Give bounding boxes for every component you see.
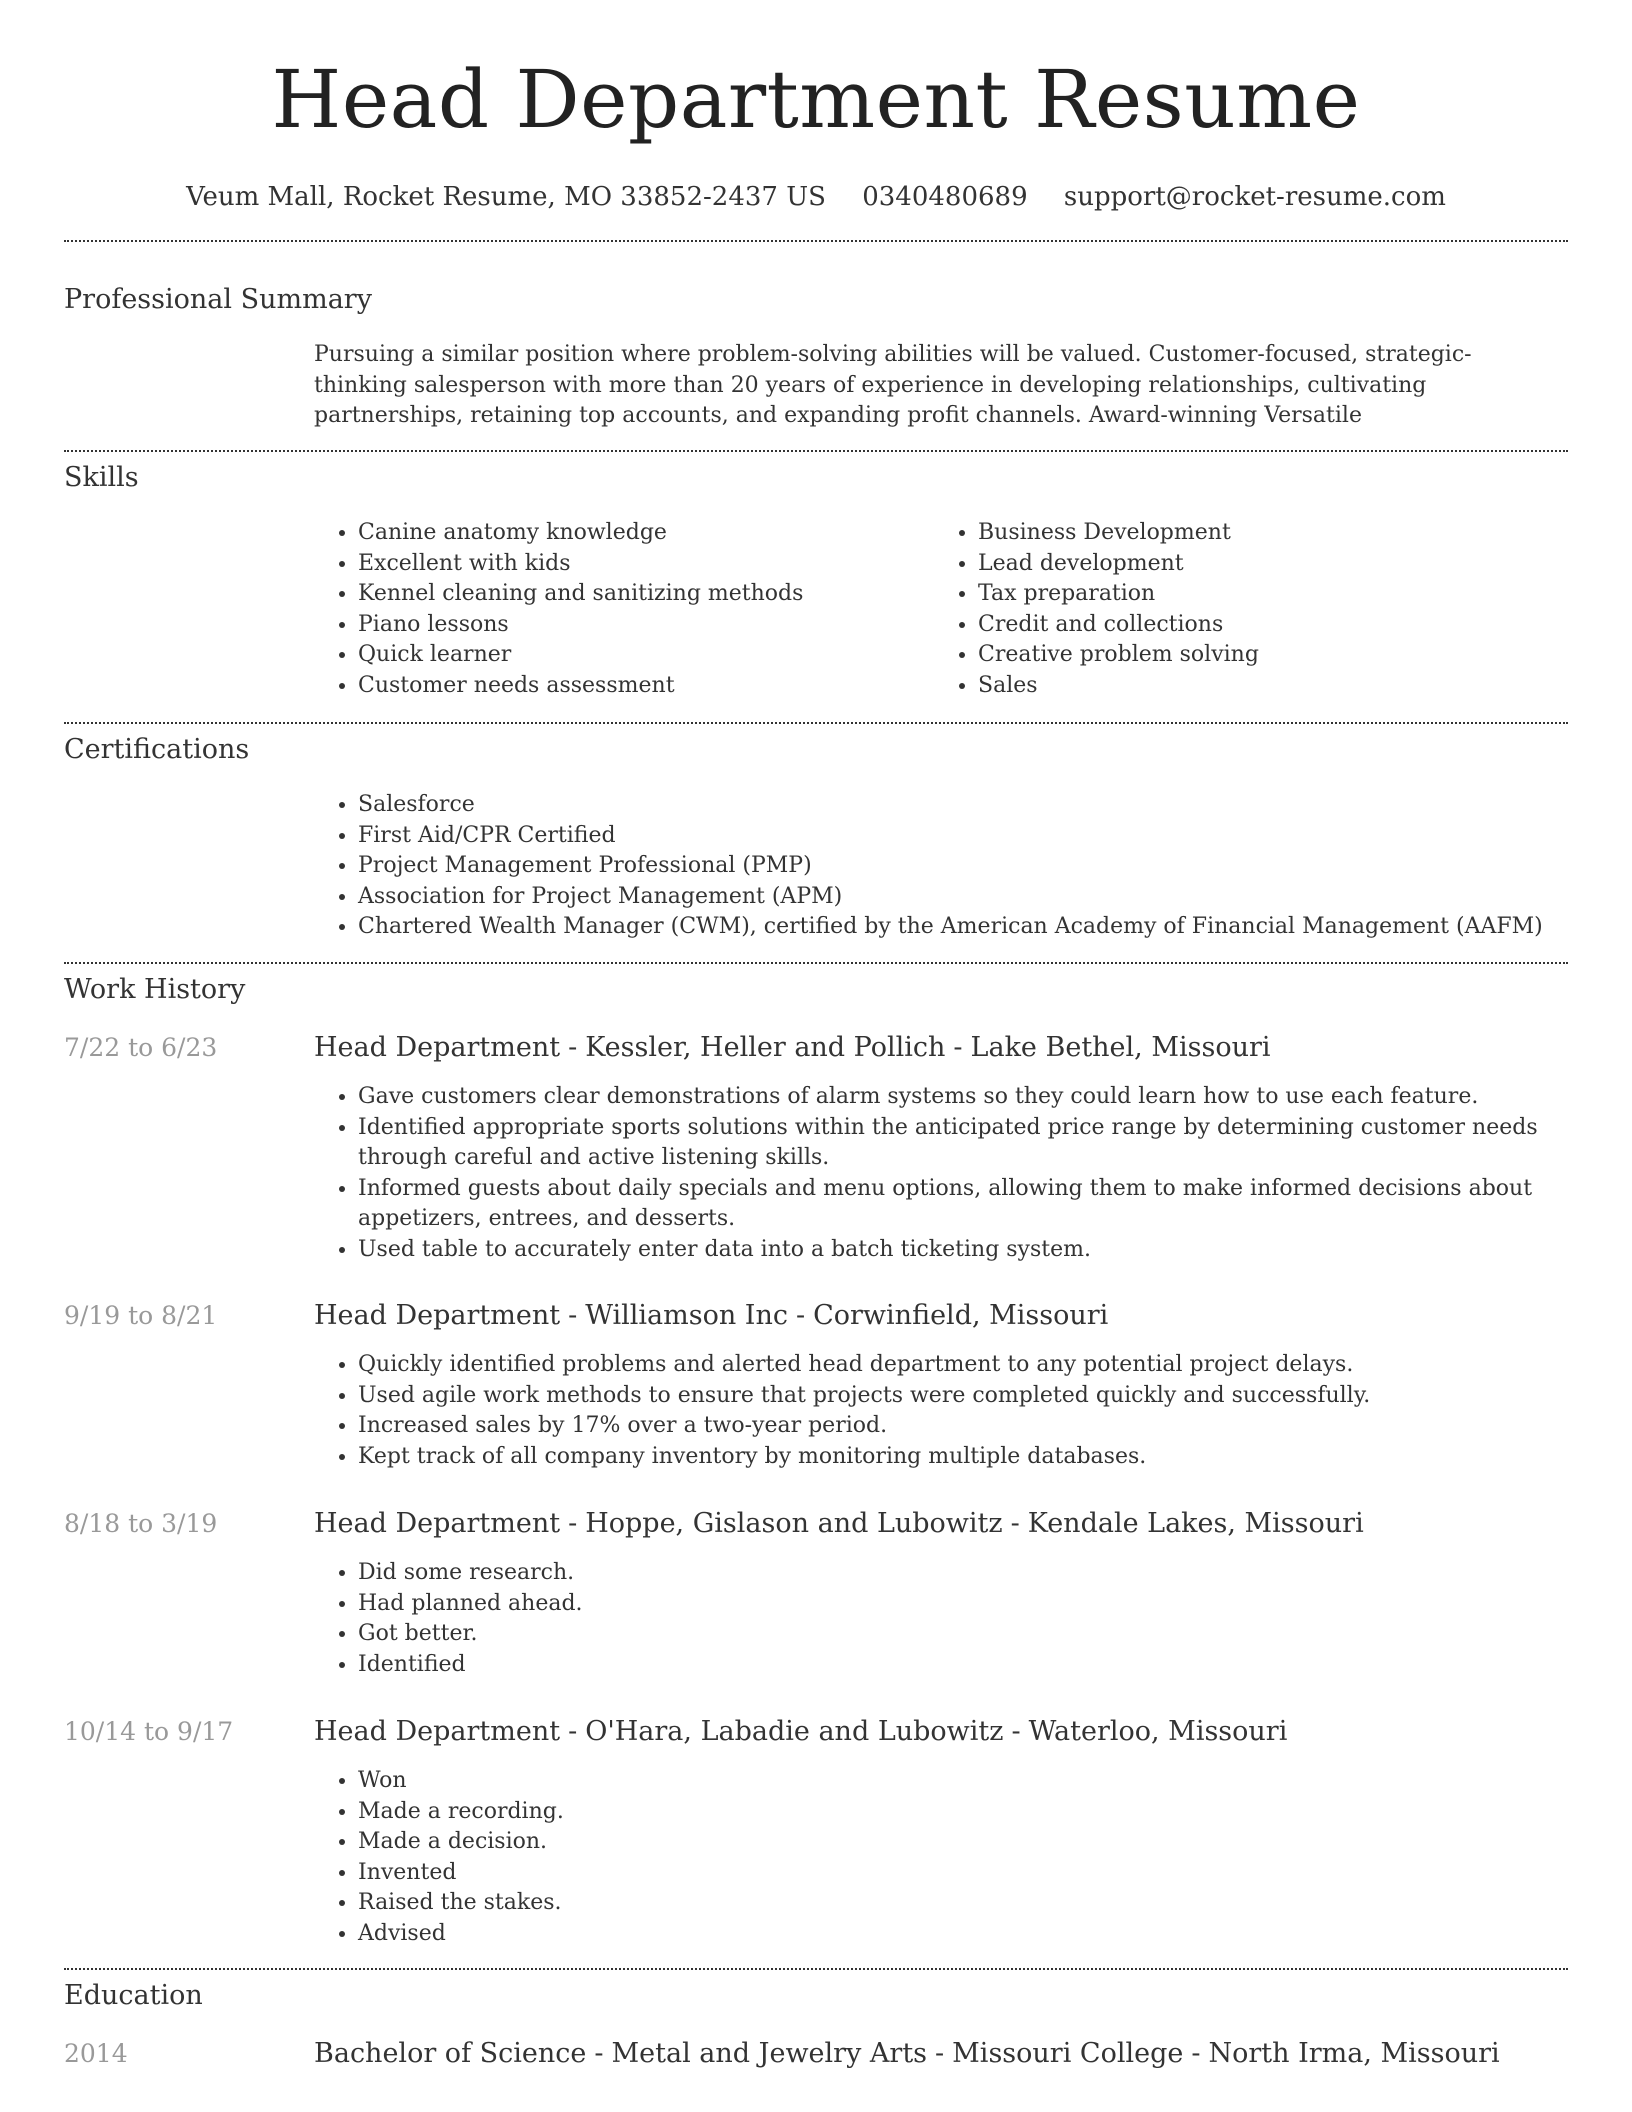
- certification-item: • Association for Project Management (APM): [358, 882, 1554, 913]
- job-company: Williamson Inc: [585, 1300, 788, 1331]
- job-bullet: • Used agile work methods to ensure that projects were completed quickly and successfully.: [358, 1381, 1554, 1412]
- skill-item: • Credit and collections: [978, 610, 1554, 641]
- skill-item: • Lead development: [978, 549, 1554, 580]
- job-title: [314, 1507, 1364, 1541]
- job-bullet: • Raised the stakes.: [358, 1888, 1554, 1919]
- section-title-summary: Professional Summary: [64, 284, 372, 315]
- job-bullet: • Informed guests about daily specials and menu options, allowing them to make informed decisions about appetizers, entrees, and desserts.: [358, 1174, 1554, 1235]
- education-field: Metal and Jewelry Arts: [611, 2038, 928, 2069]
- skills-column-left: [314, 518, 934, 701]
- job-role: Head Department: [314, 1032, 561, 1063]
- section-title-education: Education: [64, 1980, 203, 2011]
- certification-item: • Chartered Wealth Manager (CWM), certified by the American Academy of Financial Management (AAFM): [358, 912, 1554, 943]
- skill-item: • Piano lessons: [358, 610, 934, 641]
- skill-item: • Canine anatomy knowledge: [358, 518, 934, 549]
- job-bullet: • Won: [358, 1766, 1554, 1797]
- job-bullet: • Quickly identified problems and alerted head department to any potential project delays.: [358, 1350, 1554, 1381]
- separator: -: [795, 1300, 806, 1331]
- job-location: Corwinfield, Missouri: [813, 1300, 1109, 1331]
- divider: [64, 1968, 1568, 1970]
- skill-item: • Creative problem solving: [978, 640, 1554, 671]
- contact-line: [0, 180, 1632, 214]
- section-title-certifications: Certifications: [64, 734, 250, 765]
- resume-title: Head Department Resume: [271, 53, 1361, 146]
- summary-text: Pursuing a similar position where problem-solving abilities will be valued. Customer-focused, strategic-thinking salesperson with more than 20 years of experience in developing relationships, cultivating partnerships, retaining top accounts, and expanding profit channels. Award-winning Versatile: [314, 342, 1472, 428]
- separator: -: [568, 1032, 578, 1063]
- job-company: Kessler, Heller and Pollich: [585, 1032, 946, 1063]
- job-role: Head Department: [314, 1508, 561, 1539]
- separator: -: [953, 1032, 963, 1063]
- job-bullets: [314, 1082, 1554, 1265]
- divider: [64, 240, 1568, 242]
- job-bullet: • Identified: [358, 1650, 1554, 1681]
- email: support@rocket-resume.com: [1063, 182, 1446, 212]
- job-bullet: • Made a decision.: [358, 1827, 1554, 1858]
- job-bullets: [314, 1766, 1554, 1949]
- skill-item: • Kennel cleaning and sanitizing methods: [358, 579, 934, 610]
- divider: [64, 962, 1568, 964]
- separator: -: [594, 2038, 604, 2069]
- job-bullet: • Invented: [358, 1858, 1554, 1889]
- job-role: Head Department: [314, 1300, 561, 1331]
- skills-list: [314, 518, 1554, 701]
- job-role: Head Department: [314, 1716, 561, 1747]
- certification-item: • Salesforce: [358, 790, 1554, 821]
- education-location: North Irma, Missouri: [1208, 2038, 1500, 2069]
- separator: -: [568, 1300, 578, 1331]
- job-bullet: • Made a recording.: [358, 1797, 1554, 1828]
- education-school: Missouri College: [952, 2038, 1184, 2069]
- job-bullet: • Gave customers clear demonstrations of alarm systems so they could learn how to use each feature.: [358, 1082, 1554, 1113]
- job-bullet: • Advised: [358, 1919, 1554, 1950]
- job-bullet: • Kept track of all company inventory by monitoring multiple databases.: [358, 1442, 1554, 1473]
- separator: -: [1010, 1508, 1020, 1539]
- certifications-list: [314, 790, 1554, 943]
- education-year: 2014: [64, 2039, 128, 2068]
- skill-item: • Tax preparation: [978, 579, 1554, 610]
- job-dates: 10/14 to 9/17: [64, 1717, 234, 1746]
- separator: -: [568, 1716, 578, 1747]
- phone: 0340480689: [862, 182, 1028, 212]
- job-company: O'Hara, Labadie and Lubowitz: [585, 1716, 1004, 1747]
- separator: -: [568, 1508, 578, 1539]
- job-location: Kendale Lakes, Missouri: [1027, 1508, 1364, 1539]
- divider: [64, 450, 1568, 452]
- section-title-work-history: Work History: [64, 974, 246, 1005]
- skill-item: • Excellent with kids: [358, 549, 934, 580]
- certification-item: • Project Management Professional (PMP): [358, 851, 1554, 882]
- skill-item: • Sales: [978, 671, 1554, 702]
- education-entry: [314, 2037, 1500, 2071]
- separator: -: [935, 2038, 945, 2069]
- job-dates: 7/22 to 6/23: [64, 1033, 218, 1062]
- job-company: Hoppe, Gislason and Lubowitz: [585, 1508, 1003, 1539]
- job-bullet: • Increased sales by 17% over a two-year period.: [358, 1411, 1554, 1442]
- education-degree: Bachelor of Science: [314, 2038, 587, 2069]
- job-title: [314, 1031, 1271, 1065]
- skill-item: • Business Development: [978, 518, 1554, 549]
- job-dates: 8/18 to 3/19: [64, 1509, 218, 1538]
- job-bullets: [314, 1558, 1554, 1680]
- certification-item: • First Aid/CPR Certified: [358, 821, 1554, 852]
- job-location: Lake Bethel, Missouri: [970, 1032, 1271, 1063]
- job-bullet: • Used table to accurately enter data into a batch ticketing system.: [358, 1235, 1554, 1266]
- job-title: [314, 1715, 1287, 1749]
- job-bullet: • Got better.: [358, 1619, 1554, 1650]
- job-bullet: • Did some research.: [358, 1558, 1554, 1589]
- job-bullets: [314, 1350, 1554, 1472]
- job-bullet: • Had planned ahead.: [358, 1589, 1554, 1620]
- divider: [64, 722, 1568, 724]
- skills-column-right: [934, 518, 1554, 701]
- section-title-skills: Skills: [64, 462, 139, 493]
- separator: -: [1191, 2038, 1201, 2069]
- job-title: [314, 1299, 1108, 1333]
- skill-item: • Quick learner: [358, 640, 934, 671]
- separator: -: [1011, 1716, 1021, 1747]
- job-bullet: • Identified appropriate sports solutions within the anticipated price range by determining customer needs through careful and active listening skills.: [358, 1113, 1554, 1174]
- skill-item: • Customer needs assessment: [358, 671, 934, 702]
- address: Veum Mall, Rocket Resume, MO 33852-2437 US: [186, 182, 826, 212]
- job-dates: 9/19 to 8/21: [64, 1301, 218, 1330]
- job-location: Waterloo, Missouri: [1028, 1716, 1288, 1747]
